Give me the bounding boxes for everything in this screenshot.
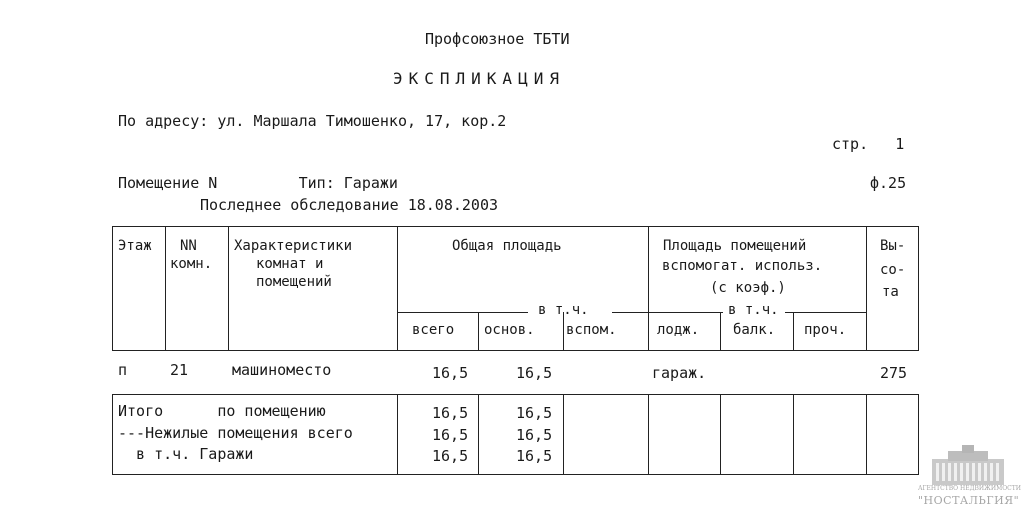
header-incl: в т.ч. xyxy=(538,302,589,318)
header-height: Вы- xyxy=(880,238,906,254)
incl-rule-right xyxy=(612,312,648,313)
address-line: По адресу: ул. Маршала Тимошенко, 17, кор.2 xyxy=(118,112,507,130)
header-aux-area: Площадь помещений xyxy=(663,238,807,254)
header-incl: в т.ч. xyxy=(728,302,779,318)
header-other: проч. xyxy=(804,322,847,338)
agency-watermark xyxy=(918,445,1021,513)
incl-rule-right xyxy=(785,312,866,313)
totals-label: ---Нежилые помещения всего xyxy=(118,424,353,442)
totals-divider xyxy=(793,394,794,475)
row-name: машиноместо xyxy=(232,361,332,379)
header-divider xyxy=(165,226,166,351)
watermark-line1: АГЕНТСТВО НЕДВИЖИМОСТИ xyxy=(918,485,1021,492)
incl-rule-left xyxy=(649,312,723,313)
totals-divider xyxy=(563,394,564,475)
incl-rule-left xyxy=(398,312,528,313)
row-room: 21 xyxy=(170,361,189,379)
totals-total: 16,5 xyxy=(432,447,469,465)
totals-label: Итого по помещению xyxy=(118,402,326,420)
totals-divider xyxy=(397,394,398,475)
row-floor: п xyxy=(118,361,128,379)
table-top-border xyxy=(112,226,919,227)
totals-total: 16,5 xyxy=(432,426,469,444)
header-characteristics: Характеристики xyxy=(234,238,353,254)
form-number: ф.25 xyxy=(870,174,907,192)
header-subdivider xyxy=(793,312,794,351)
last-survey-line: Последнее обследование 18.08.2003 xyxy=(200,196,499,214)
header-aux: вспом. xyxy=(566,322,617,338)
page-number: стр. 1 xyxy=(832,135,905,153)
header-left-border xyxy=(112,226,113,351)
totals-label: в т.ч. Гаражи xyxy=(118,445,254,463)
header-main: основ. xyxy=(484,322,535,338)
totals-divider xyxy=(720,394,721,475)
header-total: всего xyxy=(412,322,455,338)
totals-bottom-border xyxy=(112,474,919,475)
totals-main: 16,5 xyxy=(516,404,553,422)
header-characteristics: помещений xyxy=(256,274,332,290)
header-loggia: лодж. xyxy=(657,322,700,338)
row-main: 16,5 xyxy=(516,364,553,382)
watermark-line2: "НОСТАЛЬГИЯ" xyxy=(918,494,1020,507)
header-characteristics: комнат и xyxy=(256,256,324,272)
header-balcony: балк. xyxy=(733,322,776,338)
header-height: со- xyxy=(880,262,906,278)
header-subdivider xyxy=(478,312,479,351)
header-bottom-border xyxy=(112,350,919,351)
header-divider xyxy=(228,226,229,351)
totals-divider xyxy=(648,394,649,475)
header-right-border xyxy=(918,226,919,351)
organization-name: Профсоюзное ТБТИ xyxy=(425,30,570,48)
header-aux-area: (с коэф.) xyxy=(710,280,786,296)
totals-total: 16,5 xyxy=(432,404,469,422)
header-room-no: комн. xyxy=(170,256,213,272)
totals-left-border xyxy=(112,394,113,475)
header-divider xyxy=(397,226,398,351)
header-divider xyxy=(866,226,867,351)
totals-main: 16,5 xyxy=(516,447,553,465)
header-subdivider xyxy=(720,312,721,351)
row-height: 275 xyxy=(880,364,908,382)
header-divider xyxy=(648,226,649,351)
row-total: 16,5 xyxy=(432,364,469,382)
totals-main: 16,5 xyxy=(516,426,553,444)
header-total-area: Общая площадь xyxy=(452,238,562,254)
premises-line: Помещение N Тип: Гаражи xyxy=(118,174,398,192)
header-aux-area: вспомогат. использ. xyxy=(662,258,823,274)
document-title: ЭКСПЛИКАЦИЯ xyxy=(393,69,565,88)
header-room-no: NN xyxy=(180,238,197,254)
building-icon xyxy=(918,445,1018,485)
header-height: та xyxy=(882,284,899,300)
row-aux-note: гараж. xyxy=(652,364,707,382)
totals-top-border xyxy=(112,394,919,395)
totals-divider xyxy=(866,394,867,475)
header-floor: Этаж xyxy=(118,238,152,254)
totals-divider xyxy=(478,394,479,475)
